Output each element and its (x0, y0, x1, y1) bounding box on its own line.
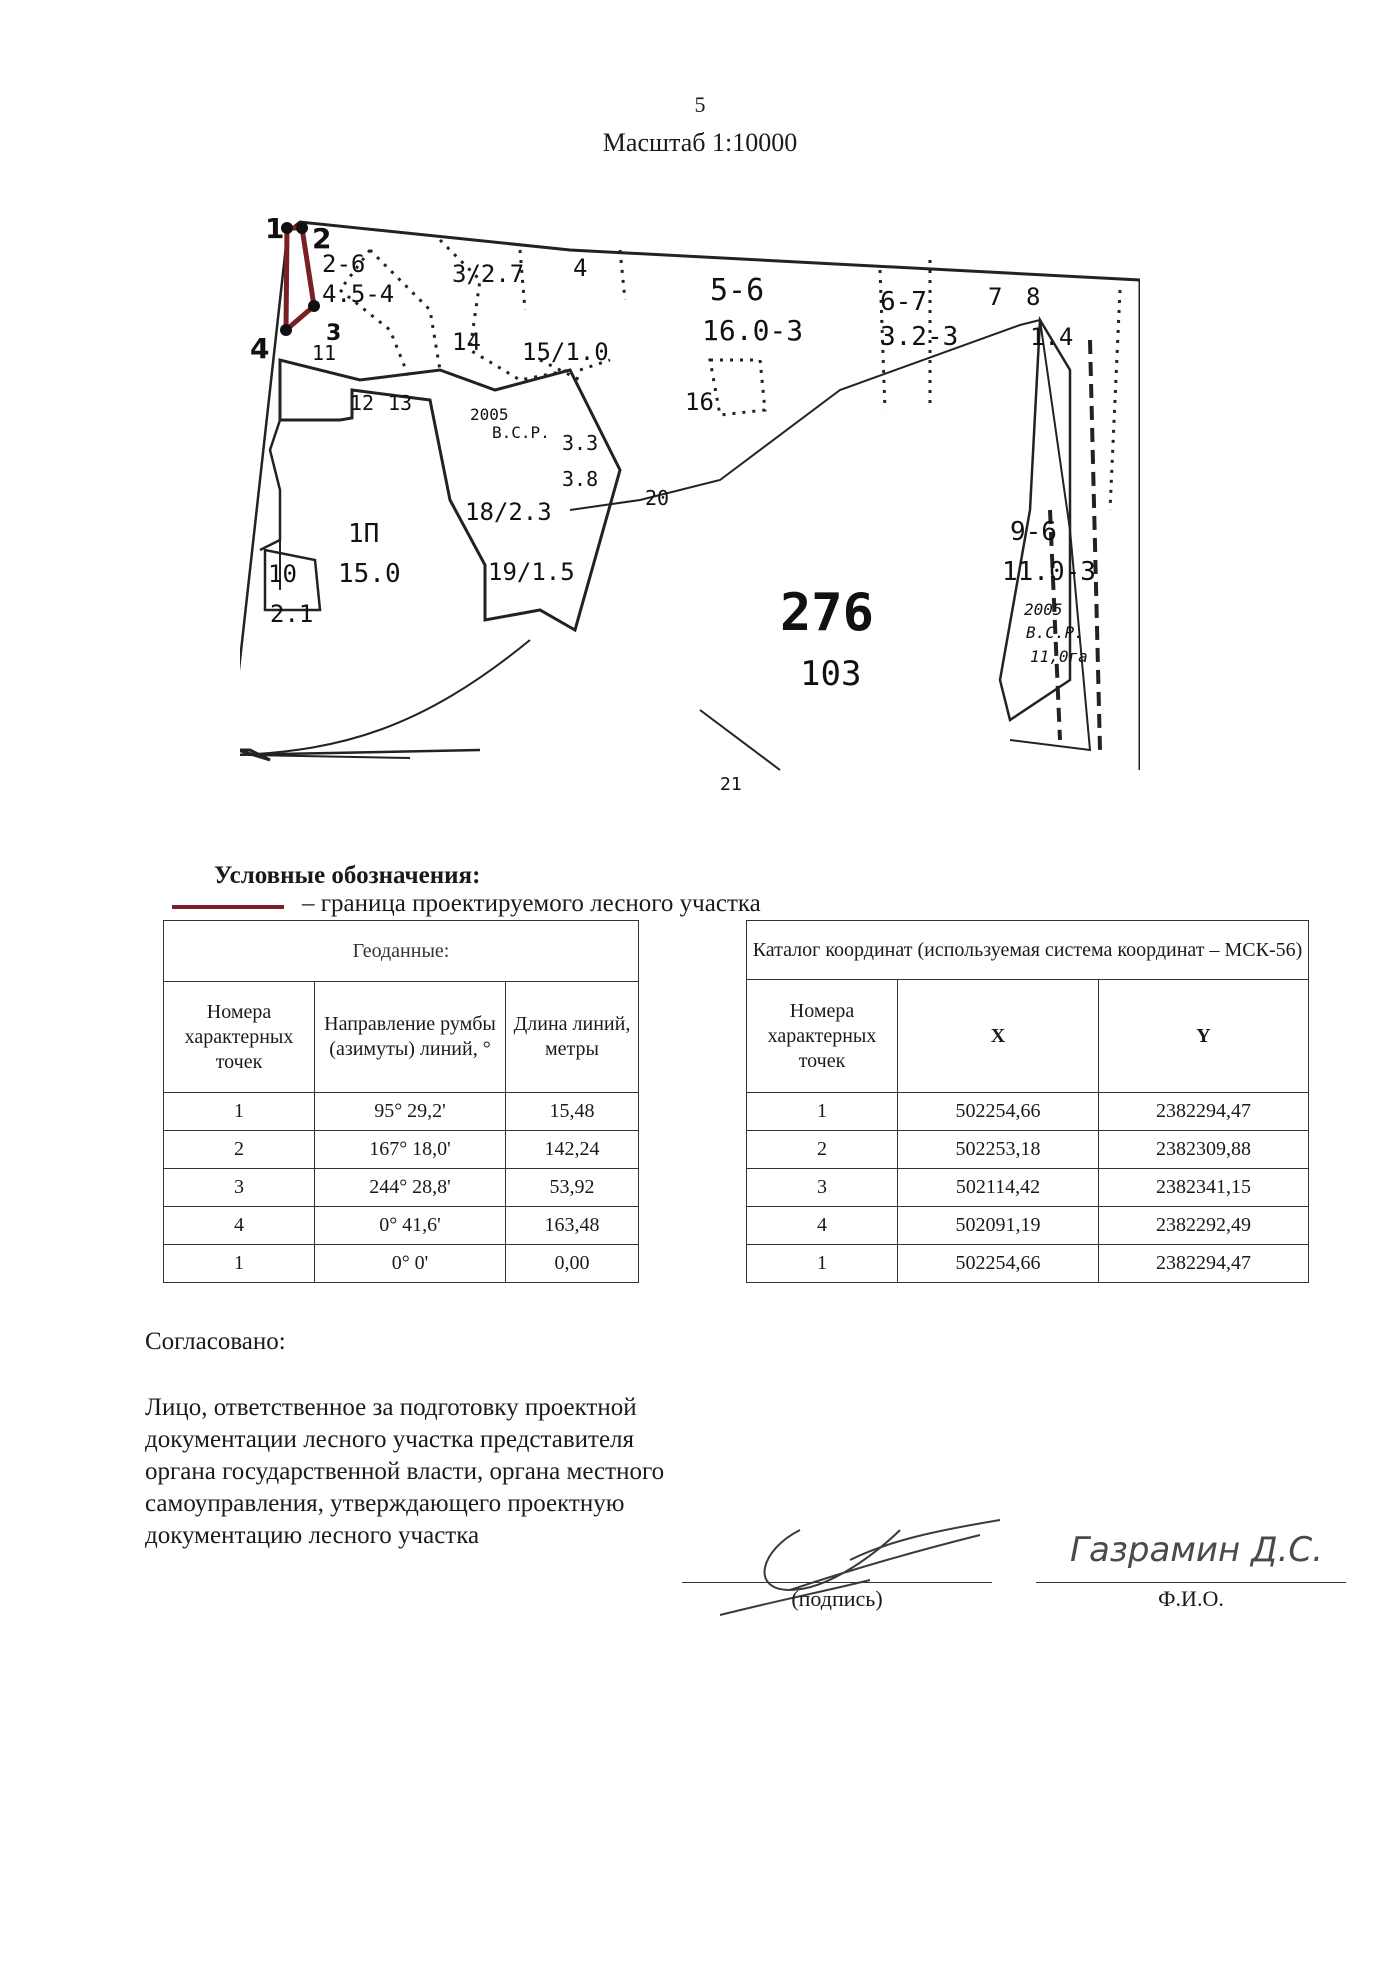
page-number: 5 (694, 92, 706, 117)
table-row: 4 502091,19 2382292,49 (747, 1207, 1309, 1245)
svg-text:4: 4 (573, 254, 588, 282)
svg-text:3/2.7: 3/2.7 (452, 260, 525, 288)
svg-text:2-6: 2-6 (322, 250, 366, 278)
svg-text:20: 20 (645, 486, 670, 510)
compartment-21 (700, 710, 780, 770)
svg-text:14: 14 (452, 328, 481, 356)
forest-plot-map (240, 210, 1140, 790)
svg-text:5-6: 5-6 (710, 273, 765, 308)
svg-text:2.1: 2.1 (270, 600, 314, 628)
quarter-bottom-edge (248, 755, 410, 758)
legend-title: Условные обозначения: (214, 862, 481, 889)
point-label-1: 1 (265, 212, 285, 245)
svg-text:2005: 2005 (470, 405, 509, 424)
svg-text:11.0-3: 11.0-3 (1002, 557, 1096, 587)
geodata-header-azimuth: Направление румбы (азимуты) линий, ° (315, 982, 506, 1093)
svg-text:8: 8 (1026, 283, 1041, 311)
table-row: 1 502254,66 2382294,47 (747, 1245, 1309, 1283)
compartment-11 (280, 360, 620, 630)
svg-text:16.0-3: 16.0-3 (702, 314, 804, 347)
svg-text:6-7: 6-7 (880, 287, 927, 317)
svg-text:3.3: 3.3 (562, 431, 599, 455)
table-row: 1 502254,66 2382294,47 (747, 1093, 1309, 1131)
svg-text:13: 13 (388, 391, 413, 415)
svg-text:15.0: 15.0 (338, 559, 401, 589)
project-plot-boundary (286, 228, 314, 330)
svg-text:276: 276 (780, 583, 874, 643)
table-row: 3 244° 28,8' 53,92 (164, 1169, 639, 1207)
svg-text:1.4: 1.4 (1030, 323, 1074, 351)
svg-text:11: 11 (312, 341, 337, 365)
table-row: 1 95° 29,2' 15,48 (164, 1093, 639, 1131)
geodata-table (163, 920, 639, 1283)
geodata-caption: Геоданные: (164, 921, 639, 982)
svg-text:4.5-4: 4.5-4 (322, 280, 395, 308)
point-label-4: 4 (250, 332, 270, 365)
svg-text:21: 21 (720, 774, 742, 790)
point-label-3: 3 (326, 321, 342, 346)
catalog-header-x: X (898, 980, 1099, 1093)
handwritten-name: Газрамин Д.С. (1070, 1530, 1323, 1570)
svg-text:3.2-3: 3.2-3 (880, 322, 959, 352)
svg-text:В.С.Р.: В.С.Р. (492, 423, 550, 442)
svg-text:10: 10 (268, 560, 297, 588)
svg-text:В.С.Р.: В.С.Р. (1026, 623, 1084, 642)
coordinate-catalog-table (746, 920, 1309, 1283)
svg-text:11,0га: 11,0га (1030, 647, 1088, 666)
svg-text:103: 103 (800, 654, 862, 694)
table-row: 3 502114,42 2382341,15 (747, 1169, 1309, 1207)
svg-text:16: 16 (685, 388, 714, 416)
svg-text:18/2.3: 18/2.3 (465, 498, 552, 526)
table-row: 1 0° 0' 0,00 (164, 1245, 639, 1283)
legend-boundary-swatch (172, 905, 284, 909)
svg-text:9-6: 9-6 (1010, 517, 1057, 547)
compartment-left (260, 420, 280, 550)
svg-text:12: 12 (350, 391, 375, 415)
signature-label: (подпись) (791, 1586, 883, 1611)
catalog-header-point: Номера характерных точек (747, 980, 898, 1093)
svg-text:15/1.0: 15/1.0 (522, 338, 609, 366)
svg-text:1П: 1П (348, 519, 380, 549)
svg-text:2005: 2005 (1024, 600, 1063, 619)
catalog-header-y: Y (1099, 980, 1309, 1093)
svg-text:19/1.5: 19/1.5 (488, 558, 575, 586)
map-scale: Масштаб 1:10000 (602, 128, 798, 157)
svg-text:3.8: 3.8 (562, 467, 599, 491)
svg-text:7: 7 (988, 283, 1003, 311)
name-label: Ф.И.О. (1158, 1586, 1224, 1611)
table-row: 2 167° 18,0' 142,24 (164, 1131, 639, 1169)
agreed-label: Согласовано: (145, 1328, 286, 1355)
signature-line (682, 1582, 992, 1583)
table-row: 2 502253,18 2382309,88 (747, 1131, 1309, 1169)
responsible-person-text: Лицо, ответственное за подготовку проектной документации лесного участка представителя органа государственной власти, органа местного самоуправления, утверждающего проектную документацию лесного участка (145, 1394, 665, 1549)
name-line (1036, 1582, 1346, 1583)
geodata-header-point: Номера характерных точек (164, 982, 315, 1093)
geodata-header-length: Длина линий, метры (506, 982, 639, 1093)
legend-item: – граница проектируемого лесного участка (302, 890, 761, 917)
table-row: 4 0° 41,6' 163,48 (164, 1207, 639, 1245)
catalog-caption: Каталог координат (используемая система координат – МСК-56) (747, 921, 1309, 980)
point-label-2: 2 (312, 222, 332, 255)
